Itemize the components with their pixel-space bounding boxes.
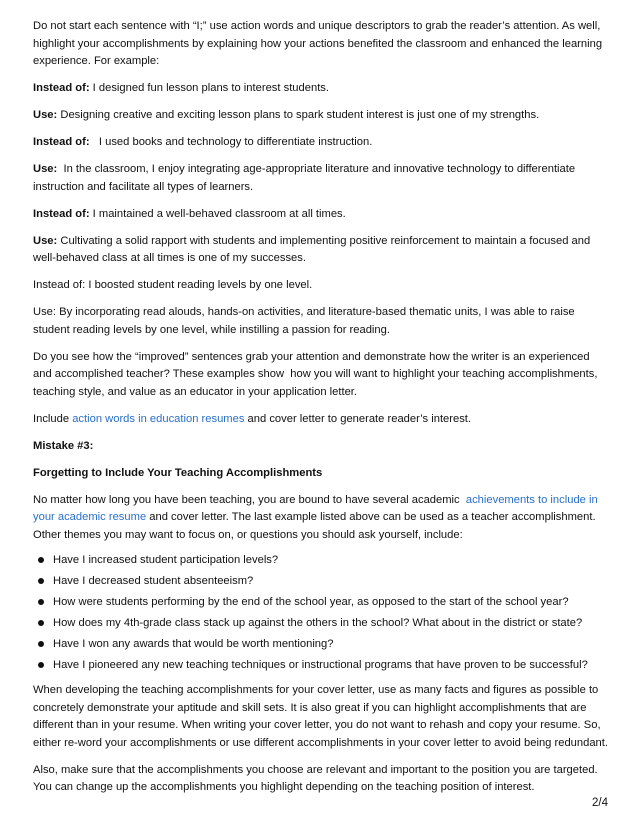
example-text: Cultivating a solid rapport with students and implementing positive reinforcement to maintain a focused and well-behaved class at all times is one of my successes.: [33, 234, 591, 264]
example-label: Instead of:: [33, 82, 90, 94]
page-number: 2/4: [592, 797, 608, 809]
include-paragraph: [33, 411, 608, 429]
list-item: [33, 552, 608, 568]
example-label: Instead of:: [33, 136, 90, 148]
improved-paragraph: Do you see how the “improved” sentences grab your attention and demonstrate how the writer is an experienced and accomplished teacher? These examples show how you will want to highlight your teaching accomplishments, teaching style, and value as an educator in your application letter.: [33, 350, 601, 398]
achievements-link[interactable]: achievements to include in your academic resume: [33, 493, 598, 523]
list-item: [33, 657, 608, 673]
example-text: I used books and technology to differentiate instruction.: [89, 136, 373, 148]
matter-text-after: and cover letter. The last example listed above can be used as a teacher accomplishment. Other themes you may want to focus on, or questions you should ask yourself, include:: [33, 511, 596, 541]
example-text: Designing creative and exciting lesson plans to spark student interest is just one of my strengths.: [57, 109, 540, 121]
bullet-icon: [38, 620, 44, 626]
example-paragraph: [33, 206, 608, 224]
list-item: [33, 615, 608, 631]
mistake-title: [33, 465, 608, 483]
mistake-heading-text: Mistake #3:: [33, 439, 94, 452]
list-item: [33, 594, 608, 610]
matter-text-before: No matter how long you have been teaching, you are bound to have several academic: [33, 493, 466, 506]
include-text-before: Include: [33, 412, 73, 425]
example-paragraph: [33, 134, 608, 152]
bullet-icon: [38, 557, 44, 563]
example-label: Instead of:: [33, 207, 90, 220]
list-item: [33, 573, 608, 589]
example-paragraph: [33, 161, 608, 196]
mistake-heading: [33, 438, 608, 456]
questions-list: [33, 552, 608, 673]
list-item-text: Have I increased student participation levels?: [53, 554, 279, 566]
example-paragraph: [33, 80, 608, 98]
list-item-text: How were students performing by the end of the school year, as opposed to the start of the school year?: [53, 596, 569, 608]
list-item-text: How does my 4th-grade class stack up against the others in the school? What about in the district or state?: [53, 617, 583, 629]
bullet-icon: [38, 599, 44, 605]
list-item-text: Have I pioneered any new teaching techniques or instructional programs that have proven to be successful?: [53, 659, 588, 671]
example-paragraph: [33, 233, 608, 268]
example-label: Use:: [33, 109, 58, 121]
example-text: I maintained a well-behaved classroom at all times.: [89, 207, 346, 220]
example-text: In the classroom, I enjoy integrating age-appropriate literature and innovative technology to differentiate instruction and facilitate all types of learners.: [33, 163, 579, 193]
list-item: [33, 636, 608, 652]
also-paragraph: Also, make sure that the accomplishments you choose are relevant and important to the position you are targeted. You can change up the accomplishments you highlight depending on the teaching position of interest.: [33, 763, 598, 793]
document-body: [33, 18, 608, 806]
matter-paragraph: [33, 492, 608, 545]
example-label: Use:: [33, 234, 58, 247]
list-item-text: Have I decreased student absenteeism?: [53, 575, 254, 587]
developing-paragraph: When developing the teaching accomplishments for your cover letter, use as many facts and figures as possible to concretely demonstrate your aptitude and skill sets. It is also great if you can highlight accomplishments that are different than in your resume. When writing your cover letter, you do not want to rehash and copy your resume. So, either re-word your accomplishments or use different accomplishments in your cover letter to avoid being redundant.: [33, 684, 608, 749]
example-label: Use:: [33, 163, 58, 175]
mistake-title-text: Forgetting to Include Your Teaching Accomplishments: [33, 466, 323, 479]
bullet-icon: [38, 578, 44, 584]
plain-instead-paragraph: Instead of: I boosted student reading levels by one level.: [33, 279, 313, 291]
action-words-link[interactable]: action words in education resumes: [72, 412, 245, 425]
list-item-text: Have I won any awards that would be worth mentioning?: [53, 638, 334, 650]
example-text: I designed fun lesson plans to interest students.: [89, 82, 330, 94]
bullet-icon: [38, 662, 44, 668]
bullet-icon: [38, 641, 44, 647]
plain-use-paragraph: Use: By incorporating read alouds, hands-on activities, and literature-based thematic units, I was able to raise student reading levels by one level, while instilling a passion for reading.: [33, 306, 575, 336]
example-paragraph: [33, 107, 608, 125]
include-text-after: and cover letter to generate reader’s interest.: [244, 412, 472, 425]
intro-paragraph: Do not start each sentence with “I;” use action words and unique descriptors to grab the reader’s attention. As well, highlight your accomplishments by explaining how your actions benefited the classroom and enhanced the learning experience. For example:: [33, 20, 603, 67]
